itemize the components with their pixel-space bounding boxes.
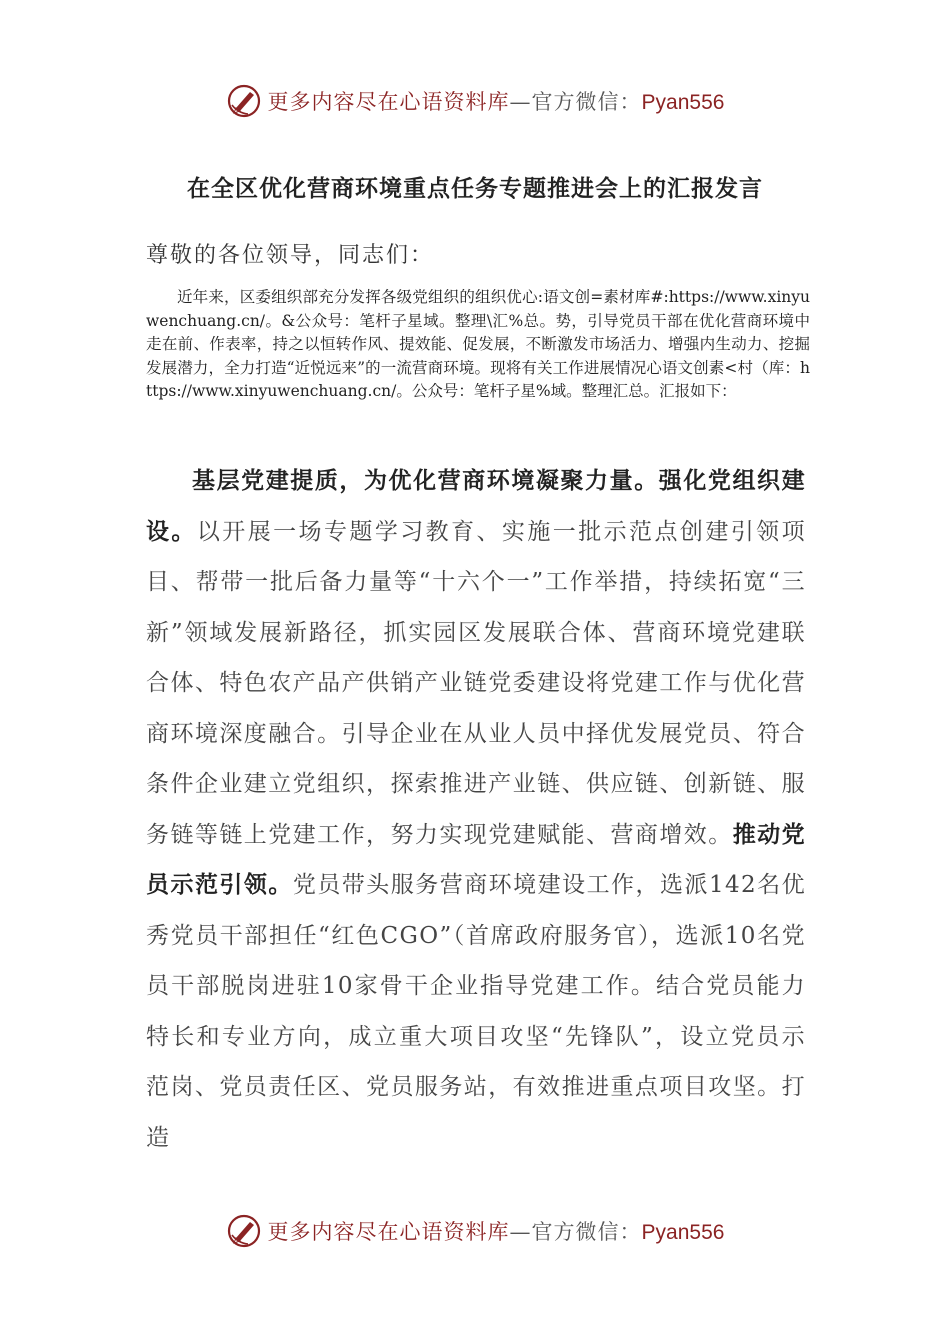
footer-watermark-text: 更多内容尽在心语资料库—官方微信：Pyan556 bbox=[267, 1220, 725, 1244]
paragraph-text-organization: 以开展一场专题学习教育、实施一批示范点创建引领项目、帮带一批后备力量等“十六个一”工作举措，持续拓宽“三新”领域发展新路径，抓实园区发展联合体、营商环境党建联合体、特色农产品产供销产业链党委建设将党建工作与优化营商环境深度融合。引导企业在从业人员中择优发展党员、符合条件企业建立党组织，探索推进产业链、供应链、创新链、服务链等链上党建工作，努力实现党建赋能、营商增效。 bbox=[146, 518, 806, 848]
salutation: 尊敬的各位领导，同志们： bbox=[146, 243, 435, 268]
footer-watermark-banner bbox=[0, 1206, 950, 1256]
pen-circle-logo-icon bbox=[226, 83, 262, 119]
header-watermark-banner bbox=[0, 76, 950, 126]
header-watermark-text: 更多内容尽在心语资料库—官方微信：Pyan556 bbox=[267, 90, 725, 114]
subsection-heading-members: 推动党员示范引领。 bbox=[146, 820, 806, 898]
paragraph-text-members: 党员带头服务营商环境建设工作，选派142名优秀党员干部担任“红色CGO”（首席政府服务官），选派10名党员干部脱岗进驻10家骨干企业指导党建工作。结合党员能力特长和专业方向，成立重大项目攻坚“先锋队”，设立党员示范岗、党员责任区、党员服务站，有效推进重点项目攻坚。打造 bbox=[146, 872, 806, 1151]
body-paragraph bbox=[146, 456, 806, 1163]
intro-paragraph: 近年来，区委组织部充分发挥各级党组织的组织优心:语文创=素材库#:https://www.xinyuwenchuang.cn/。&公众号：笔杆子星域。整理\汇%总。势，引导党员干部在优化营商环境中走在前、作表率，持之以恒转作风、提效能、促发展，不断激发市场活力、增强内生动力、挖掘发展潜力，全力打造“近悦远来”的一流营商环境。现将有关工作进展情况心语文创素<村（库：https://www.xinyuwenchuang.cn/。公众号：笔杆子星%域。整理汇总。汇报如下： bbox=[146, 288, 810, 400]
document-title: 在全区优化营商环境重点任务专题推进会上的汇报发言 bbox=[187, 176, 763, 202]
subsection-heading-organization: 强化党组织建设。 bbox=[146, 467, 806, 545]
section-heading: 基层党建提质，为优化营商环境凝聚力量。 bbox=[192, 467, 659, 494]
pen-circle-logo-icon bbox=[226, 1213, 262, 1249]
